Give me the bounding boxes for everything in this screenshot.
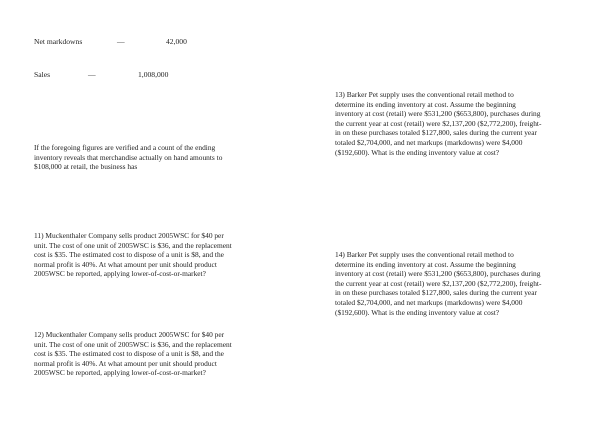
sales-label: Sales: [34, 70, 51, 79]
sales-value: 1,008,000: [138, 70, 169, 79]
question-intro-text: If the foregoing figures are verified and a count of the ending inventory reveals that merchandise actually on hand amounts to $108,000 at retail, the business has: [34, 143, 223, 172]
question-14: 14) Barker Pet supply uses the conventional retail method to determine its ending inventory at cost. Assume the beginning inventory at cost (retail) were $531,200 ($653,800), purchases during the current year at cost (retail) were $2,137,200 ($2,772,200), freight- in on these purchases totaled $127,800, sales during the current year totaled $2,704,000, and net markups (markdowns) were $4,000 ($192,600). What is the ending inventory value at cost?: [335, 250, 542, 317]
sales-dash: —: [88, 70, 96, 79]
question-11: 11) Muckenthaler Company sells product 2005WSC for $40 per unit. The cost of one unit of 2005WSC is $36, and the replacement cost is $35. The estimated cost to dispose of a unit is $8, and the normal profit is 40%. At what amount per unit should product 2005WSC be reported, applying lower-of-cost-or-market?: [34, 231, 232, 279]
net-markdowns-value: 42,000: [166, 37, 187, 46]
question-12: 12) Muckenthaler Company sells product 2005WSC for $40 per unit. The cost of one unit of 2005WSC is $36, and the replacement cost is $35. The estimated cost to dispose of a unit is $8, and the normal profit is 40%. At what amount per unit should product 2005WSC be reported, applying lower-of-cost-or-market?: [34, 330, 232, 378]
question-13: 13) Barker Pet supply uses the conventional retail method to determine its ending inventory at cost. Assume the beginning inventory at cost (retail) were $531,200 ($653,800), purchases during the current year at cost (retail) were $2,137,200 ($2,772,200), freight- in on these purchases totaled $127,800, sales during the current year totaled $2,704,000, and net markups (markdowns) were $4,000 ($192,600). What is the ending inventory value at cost?: [335, 90, 542, 157]
net-markdowns-label: Net markdowns: [34, 37, 83, 46]
net-markdowns-dash: —: [117, 37, 125, 46]
